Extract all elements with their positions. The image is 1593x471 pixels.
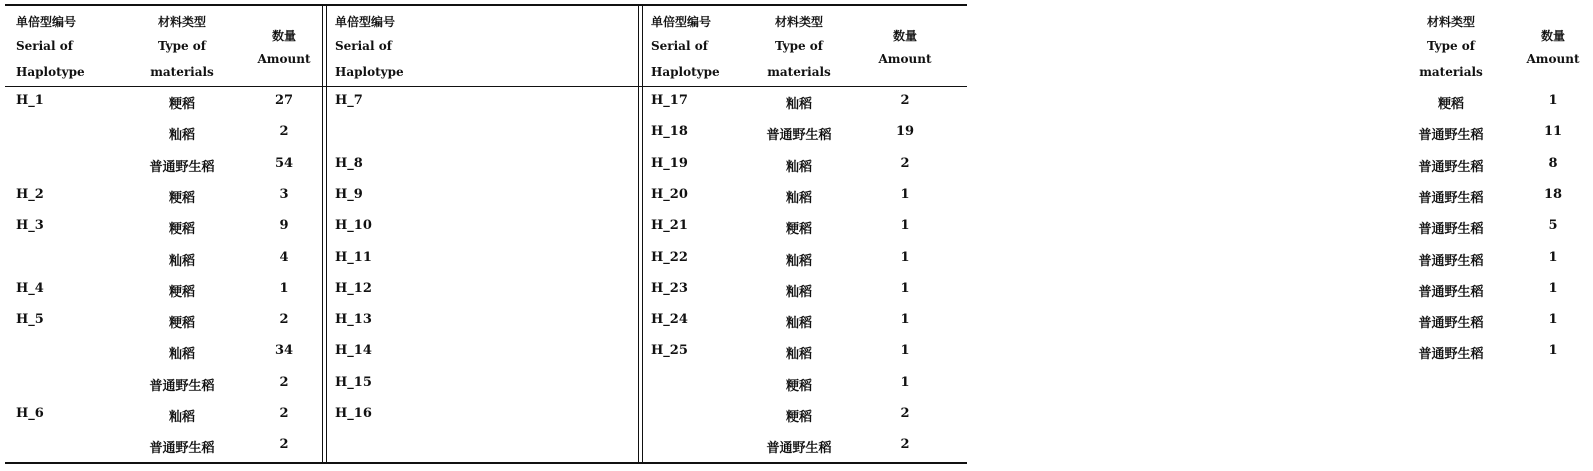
table-row	[16, 118, 324, 149]
header-type-text: materials	[150, 65, 214, 79]
table-row	[16, 87, 324, 118]
cell-type: 粳稻	[168, 222, 195, 238]
table-row	[651, 87, 1593, 118]
cell-serial: H_4	[16, 280, 44, 296]
header-amount	[1513, 6, 1593, 86]
cell-amount: 1	[900, 343, 910, 359]
table-row	[16, 337, 324, 368]
cell-type: 普通野生稻	[1418, 347, 1484, 363]
cell-amount: 18	[1543, 186, 1563, 202]
cell-serial: H_10	[335, 218, 372, 234]
header-serial-text: Haplotype	[335, 65, 404, 79]
cell-serial: H_22	[651, 249, 688, 265]
cell-amount: 2	[900, 93, 910, 108]
header-serial-text: Serial of	[651, 39, 708, 53]
cell-serial: H_20	[651, 186, 688, 202]
header-amount-text: 数量	[271, 29, 296, 43]
cell-type: 籼稻	[785, 347, 812, 363]
cell-amount: 1	[1548, 343, 1558, 359]
cell-type: 粳稻	[168, 190, 195, 206]
header-amount-text: 数量	[892, 29, 917, 43]
header-type-text: 材料类型	[157, 15, 206, 29]
cell-serial: H_5	[16, 312, 44, 328]
cell-amount: 2	[900, 155, 910, 171]
header-serial-text: Serial of	[16, 39, 73, 53]
cell-type: 籼稻	[785, 316, 812, 332]
cell-serial: H_25	[651, 343, 688, 359]
cell-serial: H_6	[16, 406, 44, 421]
header-type-text: 材料类型	[1426, 15, 1475, 29]
table-row	[651, 337, 1593, 368]
cell-amount: 2	[279, 312, 289, 328]
header-type	[132, 6, 232, 86]
cell-amount: 11	[1543, 124, 1563, 140]
cell-type: 普通野生稻	[149, 378, 215, 394]
header-type-text: Type of	[158, 39, 206, 53]
cell-type: 籼稻	[785, 284, 812, 300]
cell-amount: 5	[1548, 218, 1558, 234]
table-row	[651, 275, 1593, 306]
cell-type: 粳稻	[168, 97, 195, 112]
cell-amount: 19	[895, 124, 915, 140]
table-row	[651, 181, 1593, 212]
header-serial	[16, 6, 116, 86]
cell-amount: 1	[900, 186, 910, 202]
header-serial-text: 单倍型编号	[335, 15, 396, 29]
table-row	[651, 244, 1593, 275]
cell-type: 籼稻	[168, 128, 195, 144]
table-row	[651, 118, 1593, 149]
cell-amount: 27	[274, 93, 294, 108]
cell-amount: 1	[1548, 249, 1558, 265]
header-amount-text: Amount	[257, 52, 311, 66]
cell-serial: H_24	[651, 312, 688, 328]
cell-type: 粳稻	[168, 284, 195, 300]
cell-type: 普通野生稻	[1418, 316, 1484, 332]
cell-type: 籼稻	[785, 159, 812, 175]
cell-amount: 2	[900, 406, 910, 421]
cell-amount: 2	[279, 437, 289, 453]
cell-serial: H_3	[16, 218, 44, 234]
header-type-text: Type of	[775, 39, 823, 53]
cell-type: 普通野生稻	[1418, 159, 1484, 175]
cell-amount: 2	[279, 406, 289, 421]
cell-amount: 2	[900, 437, 910, 453]
header-serial-text: Haplotype	[651, 65, 720, 79]
table-row	[651, 306, 1593, 337]
cell-amount: 1	[900, 374, 910, 390]
cell-type: 粳稻	[1437, 97, 1464, 112]
cell-amount: 1	[900, 312, 910, 328]
cell-serial: H_14	[335, 343, 372, 359]
table-row	[16, 400, 324, 431]
header-type-text: Type of	[1427, 39, 1475, 53]
cell-amount: 1	[900, 280, 910, 296]
cell-amount: 8	[1548, 155, 1558, 171]
header-amount	[244, 6, 324, 86]
cell-amount: 1	[1548, 312, 1558, 328]
cell-serial: H_21	[651, 218, 688, 234]
cell-type: 粳稻	[785, 410, 812, 425]
cell-serial: H_13	[335, 312, 372, 328]
header-serial-text: Serial of	[335, 39, 392, 53]
cell-serial: H_12	[335, 280, 372, 296]
table-row	[16, 275, 324, 306]
cell-serial: H_8	[335, 155, 363, 171]
cell-serial: H_2	[16, 186, 44, 202]
cell-type: 粳稻	[168, 316, 195, 332]
header-type-text: materials	[767, 65, 831, 79]
cell-serial: H_7	[335, 93, 363, 108]
header-serial	[651, 6, 751, 86]
cell-serial: H_1	[16, 93, 44, 108]
cell-serial: H_11	[335, 249, 372, 265]
table-row	[16, 306, 324, 337]
cell-amount: 1	[900, 218, 910, 234]
cell-type: 籼稻	[785, 190, 812, 206]
header-serial-text: Haplotype	[16, 65, 85, 79]
header-serial-text: 单倍型编号	[16, 15, 77, 29]
table-panel-1	[16, 6, 324, 462]
cell-type: 普通野生稻	[1418, 222, 1484, 238]
table-panel-3	[651, 6, 1593, 462]
table-row	[16, 431, 324, 462]
cell-type: 普通野生稻	[766, 128, 832, 144]
cell-amount: 54	[274, 155, 294, 171]
cell-serial: H_17	[651, 93, 688, 108]
cell-serial: H_18	[651, 124, 688, 140]
cell-type: 普通野生稻	[1418, 190, 1484, 206]
cell-amount: 1	[1548, 280, 1558, 296]
table-bottom-rule	[5, 462, 967, 464]
cell-type: 粳稻	[785, 378, 812, 394]
cell-type: 籼稻	[168, 347, 195, 363]
cell-serial: H_23	[651, 280, 688, 296]
cell-amount: 3	[279, 186, 289, 202]
cell-amount: 4	[279, 249, 289, 265]
cell-type: 普通野生稻	[1418, 253, 1484, 269]
cell-amount: 1	[900, 249, 910, 265]
header-type-text: materials	[1419, 65, 1483, 79]
cell-type: 籼稻	[168, 410, 195, 425]
cell-amount: 1	[279, 280, 289, 296]
cell-type: 籼稻	[785, 97, 812, 112]
cell-type: 普通野生稻	[1418, 284, 1484, 300]
cell-amount: 1	[1548, 93, 1558, 108]
cell-type: 普通野生稻	[1418, 128, 1484, 144]
cell-type: 籼稻	[785, 253, 812, 269]
cell-serial: H_16	[335, 406, 372, 421]
cell-type: 普通野生稻	[766, 441, 832, 457]
header-amount-text: Amount	[1526, 52, 1580, 66]
cell-amount: 2	[279, 374, 289, 390]
header-type	[1401, 6, 1501, 86]
table-row	[16, 244, 324, 275]
header-type-text: 材料类型	[774, 15, 823, 29]
table-row	[16, 369, 324, 400]
cell-serial: H_19	[651, 155, 688, 171]
header-serial	[335, 6, 435, 86]
header-serial-text: 单倍型编号	[651, 15, 712, 29]
header-amount-text: Amount	[878, 52, 932, 66]
cell-amount: 2	[279, 124, 289, 140]
cell-serial: H_9	[335, 186, 363, 202]
table-row	[16, 212, 324, 243]
table-row	[651, 150, 1593, 181]
cell-type: 普通野生稻	[149, 159, 215, 175]
cell-amount: 34	[274, 343, 294, 359]
cell-type: 籼稻	[168, 253, 195, 269]
cell-amount: 9	[279, 218, 289, 234]
cell-serial: H_15	[335, 374, 372, 390]
table-row	[16, 181, 324, 212]
table-row	[16, 150, 324, 181]
cell-type: 普通野生稻	[149, 441, 215, 457]
header-amount-text: 数量	[1540, 29, 1565, 43]
table-row	[651, 212, 1593, 243]
cell-type: 粳稻	[785, 222, 812, 238]
